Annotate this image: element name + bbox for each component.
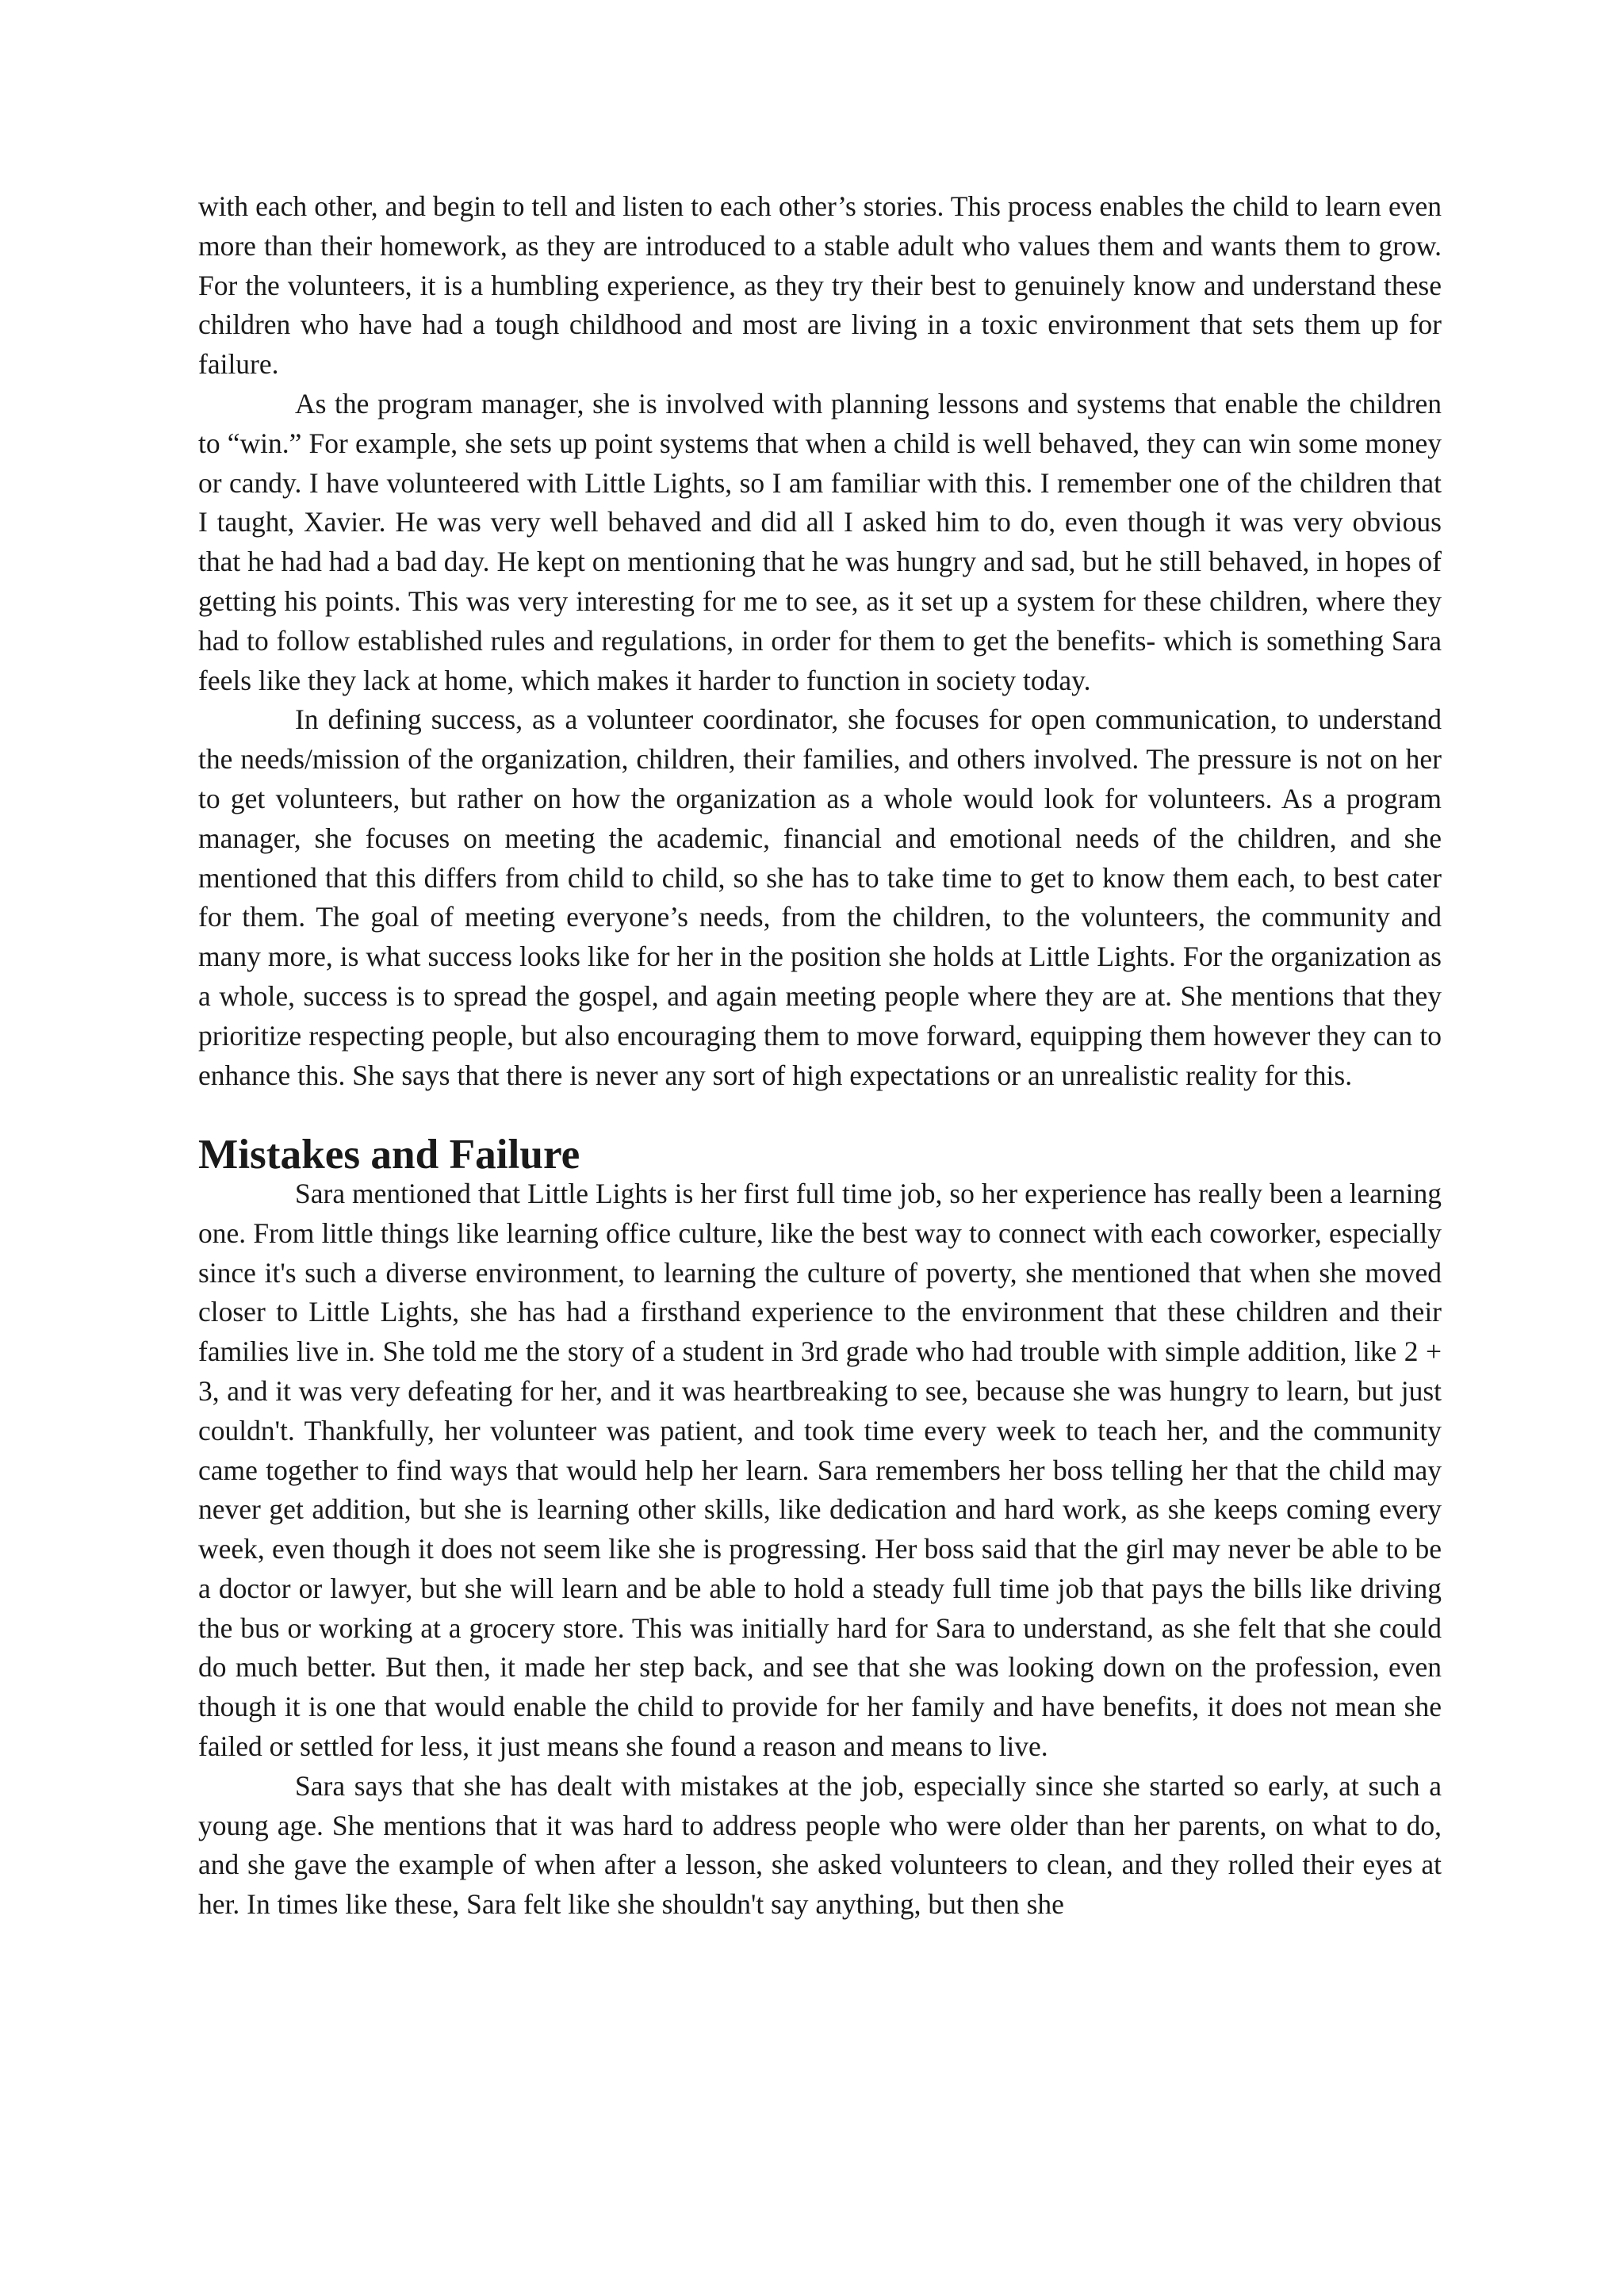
- paragraph-first-job: Sara mentioned that Little Lights is her first full time job, so her experience has really been a learning one. From little things like learning office culture, like the best way to connect with each coworker, especially since it's such a diverse environment, to learning the culture of poverty, she mentioned that when she moved closer to Little Lights, she has had a firsthand experience to the environment that these children and their families live in. She told me the story of a student in 3rd grade who had trouble with simple addition, like 2 + 3, and it was very defeating for her, and it was heartbreaking to see, because she was hungry to learn, but just couldn't. Thankfully, her volunteer was patient, and took time every week to teach her, and the community came together to find ways that would help her learn. Sara remembers her boss telling her that the child may never get addition, but she is learning other skills, like dedication and hard work, as she keeps coming every week, even though it does not seem like she is progressing. Her boss said that the girl may never be able to be a doctor or lawyer, but she will learn and be able to hold a steady full time job that pays the bills like driving the bus or working at a grocery store. This was initially hard for Sara to understand, as she felt that she could do much better. But then, it made her step back, and see that she was looking down on the profession, even though it is one that would enable the child to provide for her family and have benefits, it does not mean she failed or settled for less, it just means she found a reason and means to live.: [198, 1177, 1442, 1763]
- document-page: [198, 187, 1442, 1925]
- paragraph-dealt-with-mistakes: Sara says that she has dealt with mistakes at the job, especially since she started so early, at such a young age. She mentions that it was hard to address people who were older than her parents, on what to do, and she gave the example of when after a lesson, she asked volunteers to clean, and they rolled their eyes at her. In times like these, Sara felt like she shouldn't say anything, but then she: [198, 1769, 1442, 1921]
- paragraph-continued: with each other, and begin to tell and listen to each other’s stories. This process enables the child to learn even more than their homework, as they are introduced to a stable adult who values them and wants them to grow. For the volunteers, it is a humbling experience, as they try their best to genuinely know and understand these children who have had a tough childhood and most are living in a toxic environment that sets them up for failure.: [198, 190, 1442, 381]
- paragraph-defining-success: In defining success, as a volunteer coordinator, she focuses for open communication, to understand the needs/mission of the organization, children, their families, and others involved. The pressure is not on her to get volunteers, but rather on how the organization as a whole would look for volunteers. As a program manager, she focuses on meeting the academic, financial and emotional needs of the children, and she mentioned that this differs from child to child, so she has to take time to get to know them each, to best cater for them. The goal of meeting everyone’s needs, from the children, to the volunteers, the community and many more, is what success looks like for her in the position she holds at Little Lights. For the organization as a whole, success is to spread the gospel, and again meeting people where they are at. She mentions that they prioritize respecting people, but also encouraging them to move forward, equipping them however they can to enhance this. She says that there is never any sort of high expectations or an unrealistic reality for this.: [198, 703, 1442, 1091]
- paragraph-program-manager: As the program manager, she is involved with planning lessons and systems that enable the children to “win.” For example, she sets up point systems that when a child is well behaved, they can win some money or candy. I have volunteered with Little Lights, so I am familiar with this. I remember one of the children that I taught, Xavier. He was very well behaved and did all I asked him to do, even though it was very obvious that he had had a bad day. He kept on mentioning that he was hungry and sad, but he still behaved, in hopes of getting his points. This was very interesting for me to see, as it set up a system for these children, where they had to follow established rules and regulations, in order for them to get the benefits- which is something Sara feels like they lack at home, which makes it harder to function in society today.: [198, 387, 1442, 696]
- section-heading: Mistakes and Failure: [198, 1131, 580, 1178]
